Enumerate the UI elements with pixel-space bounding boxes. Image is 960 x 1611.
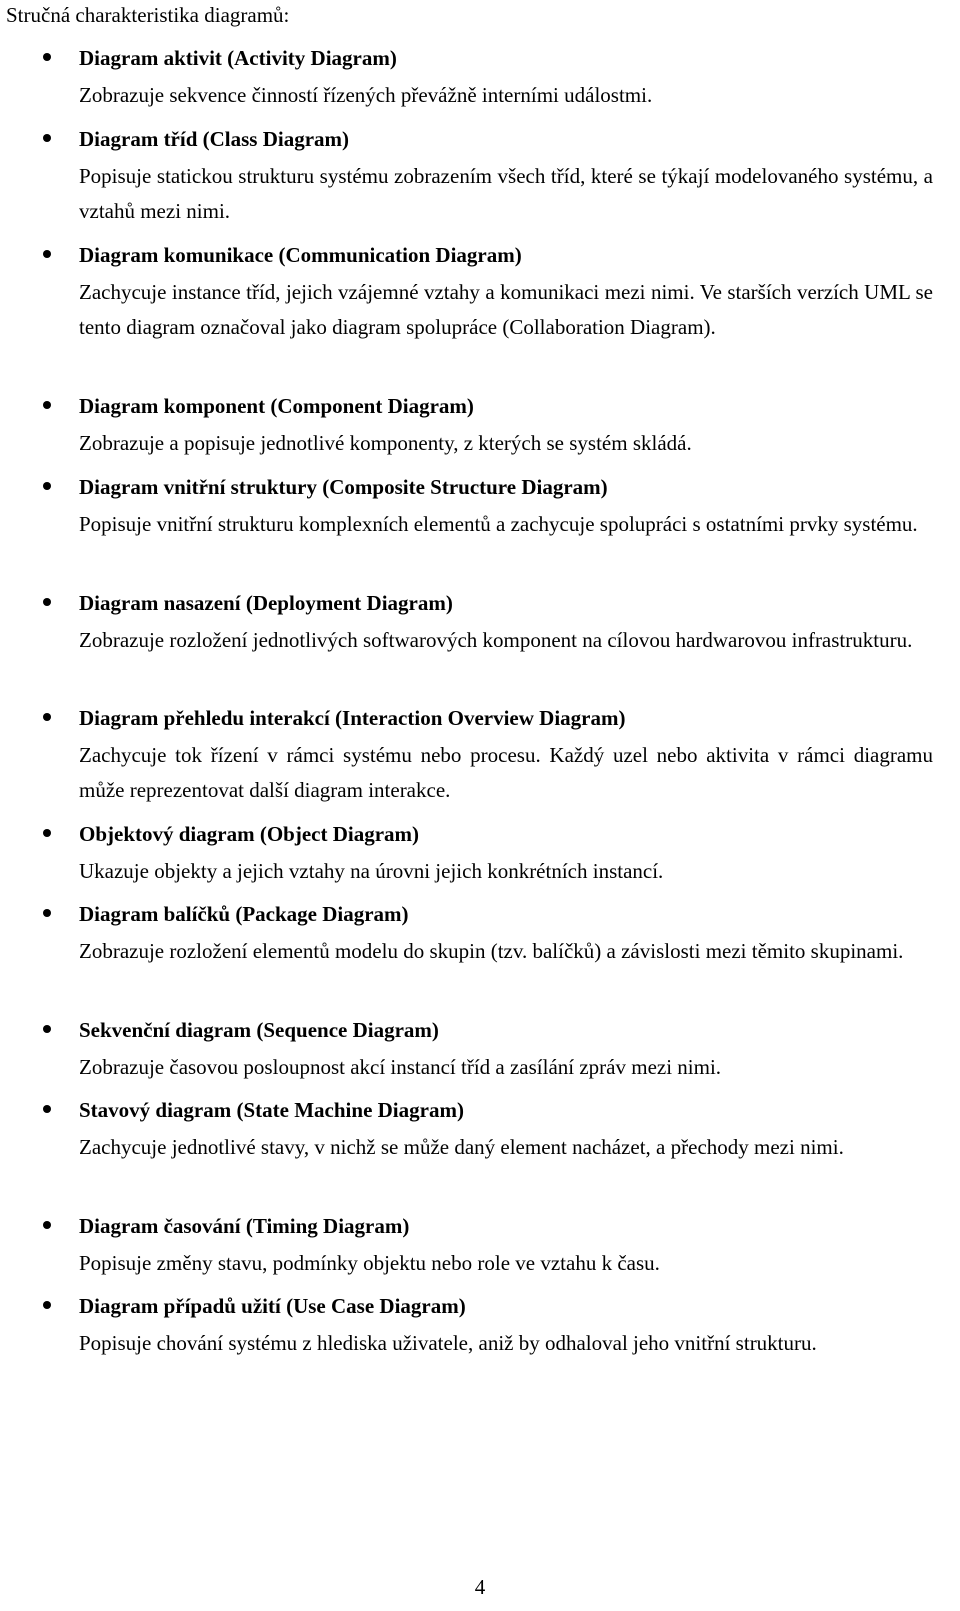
bullet-icon — [43, 909, 51, 917]
bullet-icon — [43, 401, 51, 409]
bullet-icon — [43, 250, 51, 258]
item-title: Diagram komponent (Component Diagram) — [79, 394, 474, 418]
item-title: Stavový diagram (State Machine Diagram) — [79, 1098, 464, 1122]
item-title: Diagram případů užití (Use Case Diagram) — [79, 1294, 466, 1318]
item-title: Objektový diagram (Object Diagram) — [79, 822, 420, 846]
item-description: Zobrazuje rozložení jednotlivých softwarových komponent na cílovou hardwarovou infrastrukturu. — [79, 628, 913, 652]
item-description: Zobrazuje sekvence činností řízených převážně interními událostmi. — [79, 83, 653, 107]
bullet-icon — [43, 482, 51, 490]
bullet-icon — [43, 1025, 51, 1033]
bullet-icon — [43, 53, 51, 61]
item-title: Diagram nasazení (Deployment Diagram) — [79, 591, 453, 615]
item-title: Diagram vnitřní struktury (Composite Structure Diagram) — [79, 475, 608, 499]
item-title: Diagram časování (Timing Diagram) — [79, 1214, 410, 1238]
item-title: Sekvenční diagram (Sequence Diagram) — [79, 1018, 439, 1042]
item-description: Zobrazuje časovou posloupnost akcí instancí tříd a zasílání zpráv mezi nimi. — [79, 1055, 722, 1079]
page-heading: Stručná charakteristika diagramů: — [6, 3, 290, 27]
bullet-icon — [43, 1301, 51, 1309]
item-description: Zobrazuje a popisuje jednotlivé komponenty, z kterých se systém skládá. — [79, 431, 692, 455]
item-title: Diagram aktivit (Activity Diagram) — [79, 46, 397, 70]
bullet-icon — [43, 598, 51, 606]
item-description: Popisuje statickou strukturu systému zobrazením všech tříd, které se týkají modelovaného systému, a vztahů mezi nimi. — [79, 164, 933, 223]
item-description: Popisuje chování systému z hlediska uživatele, aniž by odhaloval jeho vnitřní strukturu. — [79, 1331, 817, 1355]
item-title: Diagram tříd (Class Diagram) — [79, 127, 350, 151]
bullet-icon — [43, 134, 51, 142]
bullet-icon — [43, 1105, 51, 1113]
item-description: Zachycuje tok řízení v rámci systému nebo procesu. Každý uzel nebo aktivita v rámci diagramu může reprezentovat další diagram interakce. — [79, 743, 933, 802]
item-title: Diagram komunikace (Communication Diagram) — [79, 243, 522, 267]
item-title: Diagram přehledu interakcí (Interaction Overview Diagram) — [79, 706, 626, 730]
item-description: Popisuje vnitřní strukturu komplexních elementů a zachycuje spolupráci s ostatními prvky systému. — [79, 512, 918, 536]
item-title: Diagram balíčků (Package Diagram) — [79, 902, 409, 926]
item-description: Zachycuje jednotlivé stavy, v nichž se může daný element nacházet, a přechody mezi nimi. — [79, 1135, 844, 1159]
bullet-icon — [43, 1221, 51, 1229]
item-description: Zobrazuje rozložení elementů modelu do skupin (tzv. balíčků) a závislosti mezi těmito skupinami. — [79, 939, 904, 963]
page-number: 4 — [474, 1575, 486, 1599]
item-description: Ukazuje objekty a jejich vztahy na úrovni jejich konkrétních instancí. — [79, 859, 664, 883]
item-description: Popisuje změny stavu, podmínky objektu nebo role ve vztahu k času. — [79, 1251, 660, 1275]
bullet-icon — [43, 829, 51, 837]
bullet-icon — [43, 713, 51, 721]
item-description: Zachycuje instance tříd, jejich vzájemné vztahy a komunikaci mezi nimi. Ve starších verzích UML se tento diagram označoval jako diagram spolupráce (Collaboration Diagram). — [79, 280, 933, 339]
